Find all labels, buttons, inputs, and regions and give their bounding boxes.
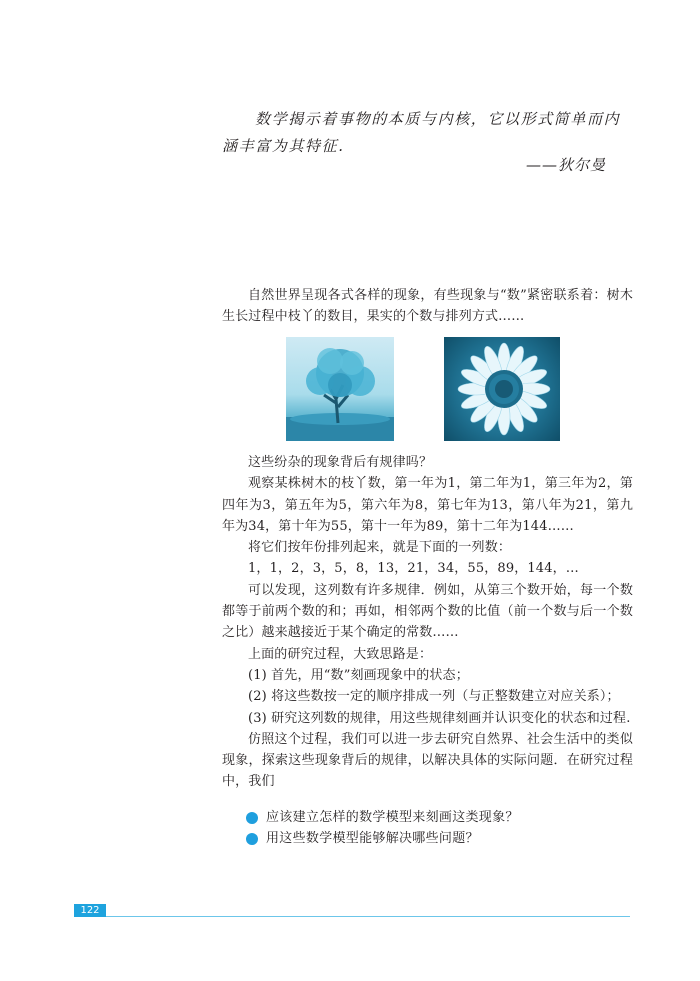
question-item — [246, 828, 519, 849]
paragraph: 上面的研究过程，大致思路是： — [248, 646, 433, 662]
paragraph: 将它们按年份排列起来，就是下面的一列数： — [248, 540, 512, 556]
tree-photo — [286, 337, 394, 441]
sunflower-photo — [444, 337, 560, 441]
paragraph: 仿照这个过程，我们可以进一步去研究自然界、社会生活中的类似现象，探索这些现象背后的规律，以解决具体的实际问题．在研究过程中，我们 — [222, 731, 633, 790]
footer-rule — [74, 916, 630, 917]
epigraph — [222, 106, 634, 160]
sequence-line: 1，1，2，3，5，8，13，21，34，55，89，144，… — [248, 561, 579, 577]
intro-paragraph-block — [222, 285, 633, 328]
paragraph: 观察某株树木的枝丫数，第一年为1，第二年为1，第三年为2，第四年为3，第五年为5，第六年为8，第七年为13，第八年为21，第九年为34，第十年为55，第十一年为89，第十二年为144…… — [222, 476, 633, 534]
question-text: 应该建立怎样的数学模型来刻画这类现象？ — [266, 810, 519, 825]
step-2: (2) 将这些数按一定的顺序排成一列（与正整数建立对应关系）； — [248, 689, 620, 705]
epigraph-author: ——狄尔曼 — [525, 156, 606, 174]
figure-row — [286, 337, 560, 442]
step-3: (3) 研究这列数的规律，用这些规律刻画并认识变化的状态和过程. — [248, 710, 631, 726]
question-text: 用这些数学模型能够解决哪些问题？ — [266, 831, 479, 846]
intro-paragraph: 自然世界呈现各式各样的现象，有些现象与“数”紧密联系着：树木生长过程中枝丫的数目，果实的个数与排列方式…… — [222, 288, 633, 325]
epigraph-text: 数学揭示着事物的本质与内核，它以形式简单而内涵丰富为其特征. — [222, 110, 621, 155]
bullet-dot-icon — [246, 812, 258, 824]
paragraph: 这些纷杂的现象背后有规律吗？ — [248, 455, 433, 470]
paragraph: 可以发现，这列数有许多规律．例如，从第三个数开始，每一个数都等于前两个数的和；再如，相邻两个数的比值（前一个数与后一个数之比）越来越接近于某个确定的常数…… — [222, 582, 633, 641]
bullet-dot-icon — [246, 833, 258, 845]
main-text-block — [222, 452, 633, 793]
question-list — [246, 807, 519, 849]
page-number: 122 — [74, 904, 106, 917]
question-item — [246, 807, 519, 828]
step-1: (1) 首先，用“数”刻画现象中的状态； — [248, 667, 469, 683]
